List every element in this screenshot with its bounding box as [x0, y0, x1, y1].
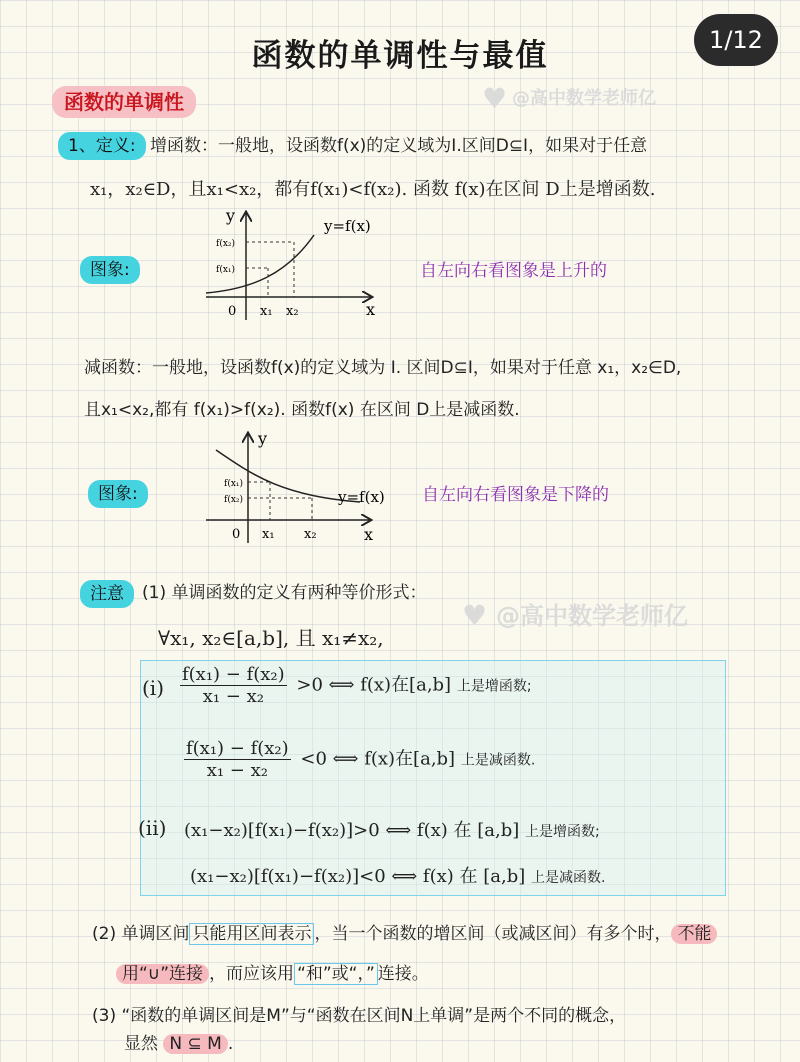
form1-fraction: $\frac{\text{f(x₁) − f(x₂)}}{\text{x₁ − x₂}}$	[182, 664, 285, 707]
item3-highlight: N ⊆ M	[163, 1034, 227, 1054]
curve-label: y=f(x)	[338, 488, 385, 506]
watermark-heart-icon: ♥	[482, 82, 508, 115]
definition-tag: 1、定义:	[58, 132, 146, 160]
origin-label: 0	[228, 304, 237, 319]
page-title: 函数的单调性与最值	[251, 38, 549, 74]
form1-increasing	[176, 664, 532, 707]
watermark-middle: @高中数学老师亿	[496, 602, 688, 630]
item2-highlight: 不能	[671, 924, 717, 944]
form1-tail: 上是减函数.	[460, 752, 536, 769]
form2-increasing: (x₁−x₂)[f(x₁)−f(x₂)]>0 ⟺ f(x) 在 [a,b] 上是增函数;	[184, 820, 600, 841]
fx2-label: f(x₂)	[224, 495, 244, 505]
fx2-label: f(x₂)	[216, 239, 236, 249]
fx1-label: f(x₁)	[216, 265, 236, 275]
note-item3-line1: (3) “函数的单调区间是M”与“函数在区间N上单调”是两个不同的概念，	[92, 1006, 627, 1026]
form1-fraction: $\frac{\text{f(x₁) − f(x₂)}}{\text{x₁ − x₂}}$	[186, 738, 289, 781]
form1-tail: 上是增函数;	[456, 678, 532, 695]
y-label: y	[258, 429, 268, 448]
increasing-def-line1: 增函数：一般地，设函数f(x)的定义域为Ⅰ.区间D⊆Ⅰ，如果对于任意	[150, 136, 648, 156]
note-item2-line1: (2) 单调区间 只能用区间表示 ，当一个函数的增区间（或减区间）有多个时， 不能	[92, 922, 717, 946]
form2-label: (ii)	[138, 816, 167, 840]
x2-label: x₂	[286, 304, 299, 319]
item2-line2-highlight: 用“∪”连接	[116, 964, 209, 984]
watermark-heart-icon: ♥	[462, 599, 488, 632]
section-heading: 函数的单调性	[52, 86, 196, 118]
increasing-def-line2: x₁，x₂∈D，且x₁<x₂，都有f(x₁)<f(x₂). 函数 f(x)在区间 D上是增函数.	[90, 179, 656, 200]
decreasing-image-tag: 图象:	[88, 480, 148, 508]
decreasing-graph	[200, 428, 390, 548]
item2-boxed-phrase: 只能用区间表示	[189, 923, 314, 945]
decreasing-def-line1: 减函数：一般地，设函数f(x)的定义域为 Ⅰ. 区间D⊆Ⅰ，如果对于任意 x₁，x₂∈D,	[84, 358, 682, 378]
item2-line2-boxed: “和”或“，”	[294, 963, 378, 985]
form2-decreasing: (x₁−x₂)[f(x₁)−f(x₂)]<0 ⟺ f(x) 在 [a,b] 上是减函数.	[190, 866, 606, 887]
fx1-label: f(x₁)	[224, 479, 244, 489]
note-item2-line2: 用“∪”连接 ，而应该用 “和”或“，” 连接。	[116, 962, 429, 986]
x-label: x	[364, 525, 374, 544]
x1-label: x₁	[262, 527, 275, 542]
decreasing-graph-note: 自左向右看图象是下降的	[422, 485, 609, 505]
form1-decreasing	[180, 738, 535, 781]
page-indicator[interactable]: 1/12	[694, 14, 778, 66]
x2-label: x₂	[304, 527, 317, 542]
x1-label: x₁	[260, 304, 273, 319]
watermark-top: @高中数学老师亿	[512, 88, 656, 109]
note-item3-line2: 显然 N ⊆ M .	[124, 1034, 234, 1054]
decreasing-def-line2: 且x₁<x₂,都有 f(x₁)>f(x₂). 函数f(x) 在区间 D上是减函数.	[84, 400, 520, 420]
form1-relation: <0 ⟺ f(x)在[a,b]	[300, 748, 456, 770]
increasing-image-tag: 图象:	[80, 256, 140, 284]
curve-label: y=f(x)	[324, 217, 371, 235]
note-item1: (1) 单调函数的定义有两种等价形式：	[142, 583, 427, 603]
increasing-graph-note: 自左向右看图象是上升的	[420, 261, 607, 281]
x-label: x	[366, 300, 376, 319]
origin-label: 0	[232, 527, 241, 542]
y-label: y	[226, 206, 236, 225]
form1-relation: >0 ⟺ f(x)在[a,b]	[296, 674, 452, 696]
note-tag: 注意	[80, 580, 134, 608]
form1-label: (i)	[142, 676, 165, 700]
increasing-graph	[196, 205, 386, 325]
note-item1-condition: ∀x₁, x₂∈[a,b], 且 x₁≠x₂,	[158, 626, 384, 650]
